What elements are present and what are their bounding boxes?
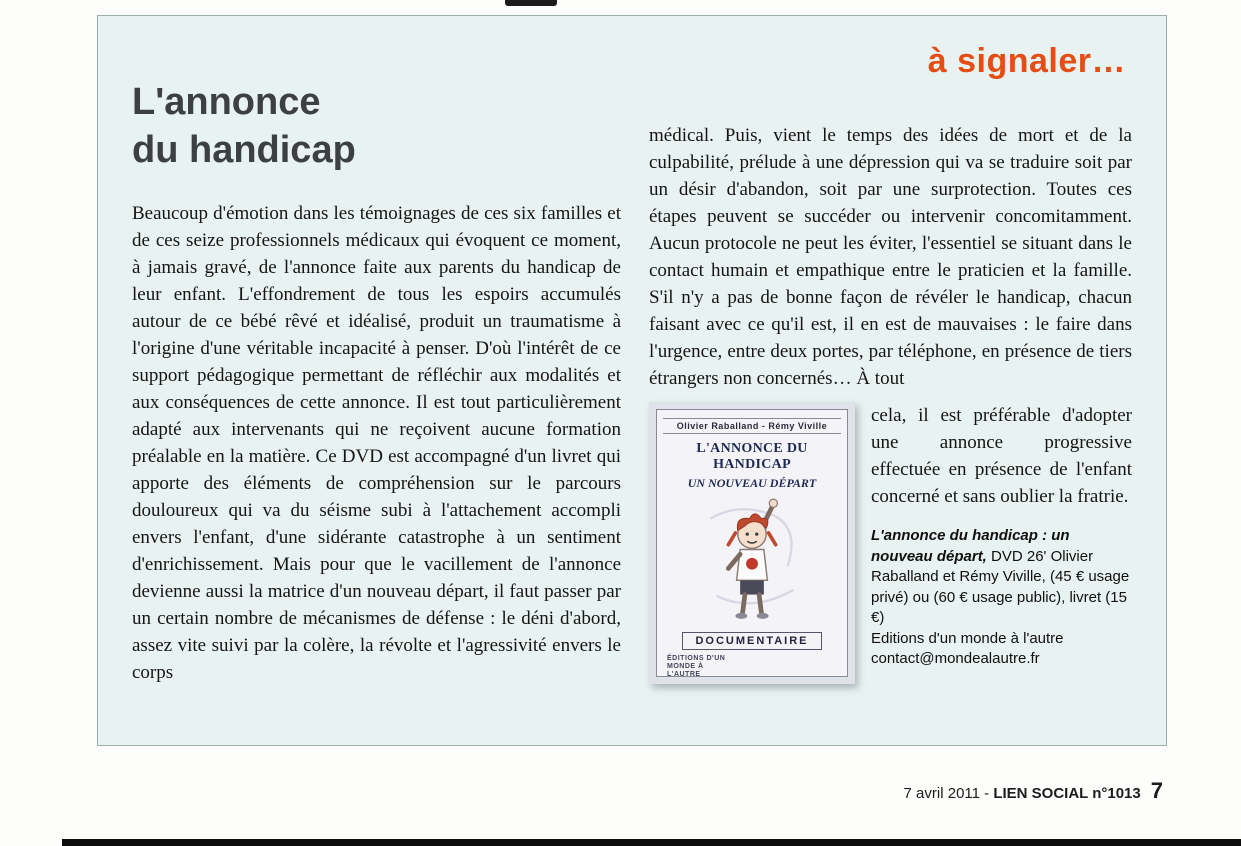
- footer-magazine: LIEN SOCIAL n°1013: [993, 785, 1141, 802]
- dvd-cover-genre: DOCUMENTAIRE: [682, 632, 821, 650]
- media-row: [649, 402, 1132, 684]
- article-title-line-1: L'annonce: [132, 81, 321, 123]
- right-column: [649, 122, 1132, 684]
- page-footer: [904, 778, 1163, 804]
- scan-artifact-bottom-bar: [62, 839, 1241, 846]
- footer-page-number: 7: [1150, 778, 1163, 803]
- article-title-line-2: du handicap: [132, 129, 356, 171]
- article-title: [132, 78, 356, 174]
- wrap-and-caption: [871, 402, 1132, 684]
- scan-artifact-top: [505, 0, 557, 6]
- caption-title: L'annonce du handicap : un nouveau départ,: [871, 527, 1070, 565]
- caption-details: DVD 26' Olivier Raballand et Rémy Viville, (45 € usage privé) ou (60 € usage public), livret (15 €): [871, 547, 1130, 626]
- right-column-text: médical. Puis, vient le temps des idées de mort et de la culpabilité, prélude à une dépression qui va se traduire soit par un désir d'abandon, soit par une surprotection. Toutes ces étapes peuvent se succéder ou intervenir concomitamment. Aucun protocole ne peut les éviter, l'essentiel se situant dans le contact humain et empathique entre le praticien et la famille. S'il n'y a pas de bonne façon de révéler le handicap, chacun faisant avec ce qu'il est, il en est de mauvaises : le faire dans l'urgence, entre deux portes, par téléphone, en présence de tiers étrangers non concernés… À tout: [649, 125, 1132, 389]
- dvd-cover-subtitle: UN NOUVEAU DÉPART: [687, 476, 817, 490]
- page-background: [97, 15, 1167, 746]
- caption-email: contact@mondealautre.fr: [871, 650, 1040, 667]
- dvd-cover-authors: Olivier Raballand - Rémy Viville: [663, 418, 841, 434]
- dvd-cover-title: L'ANNONCE DU HANDICAP: [696, 441, 808, 472]
- left-column-text: Beaucoup d'émotion dans les témoignages de ces six familles et de ces seize professionnels médicaux qui évoquent ce moment, à jamais gravé, de l'annonce faite aux parents du handicap de leur enfant. L'effondrement de tous les espoirs accumulés autour de ce bébé rêvé et idéalisé, produit un traumatisme à l'origine d'une véritable incapacité à penser. D'où l'intérêt de ce support pédagogique permettant de réfléchir aux modalités et aux conséquences de cette annonce. Il est tout particulièrement adapté aux intervenants qui ne reçoivent aucune formation préalable en la matière. Ce DVD est accompagné d'un livret qui apporte des éléments de compréhension sur le parcours douloureux qui va du séisme subi à l'attachement accompli envers l'enfant, d'une sidérante catastrophe à un sentiment d'enrichissement. Mais pour que le vacillement de l'annonce devienne aussi la matrice d'un nouveau départ, il faut passer par un certain nombre de mécanismes de défense : le déni d'abord, assez vite suivi par la colère, la révolte et l'agressivité envers le corps: [132, 203, 621, 683]
- right-column-wrap-text: cela, il est préférable d'adopter une annonce progressive effectuée en présence de l'enfant concerné et sans oublier la fratrie.: [871, 405, 1132, 507]
- dvd-cover-front: [656, 409, 848, 677]
- caption-publisher: Editions d'un monde à l'autre: [871, 629, 1064, 647]
- dvd-caption: [871, 526, 1132, 670]
- section-header-label: à signaler…: [927, 42, 1126, 80]
- footer-date: 7 avril 2011 -: [903, 785, 994, 802]
- dvd-cover: [649, 402, 855, 684]
- dvd-cover-publisher: ÉDITIONS D'UN MONDE À L'AUTRE: [667, 655, 726, 678]
- dvd-cover-illustration: [692, 495, 812, 628]
